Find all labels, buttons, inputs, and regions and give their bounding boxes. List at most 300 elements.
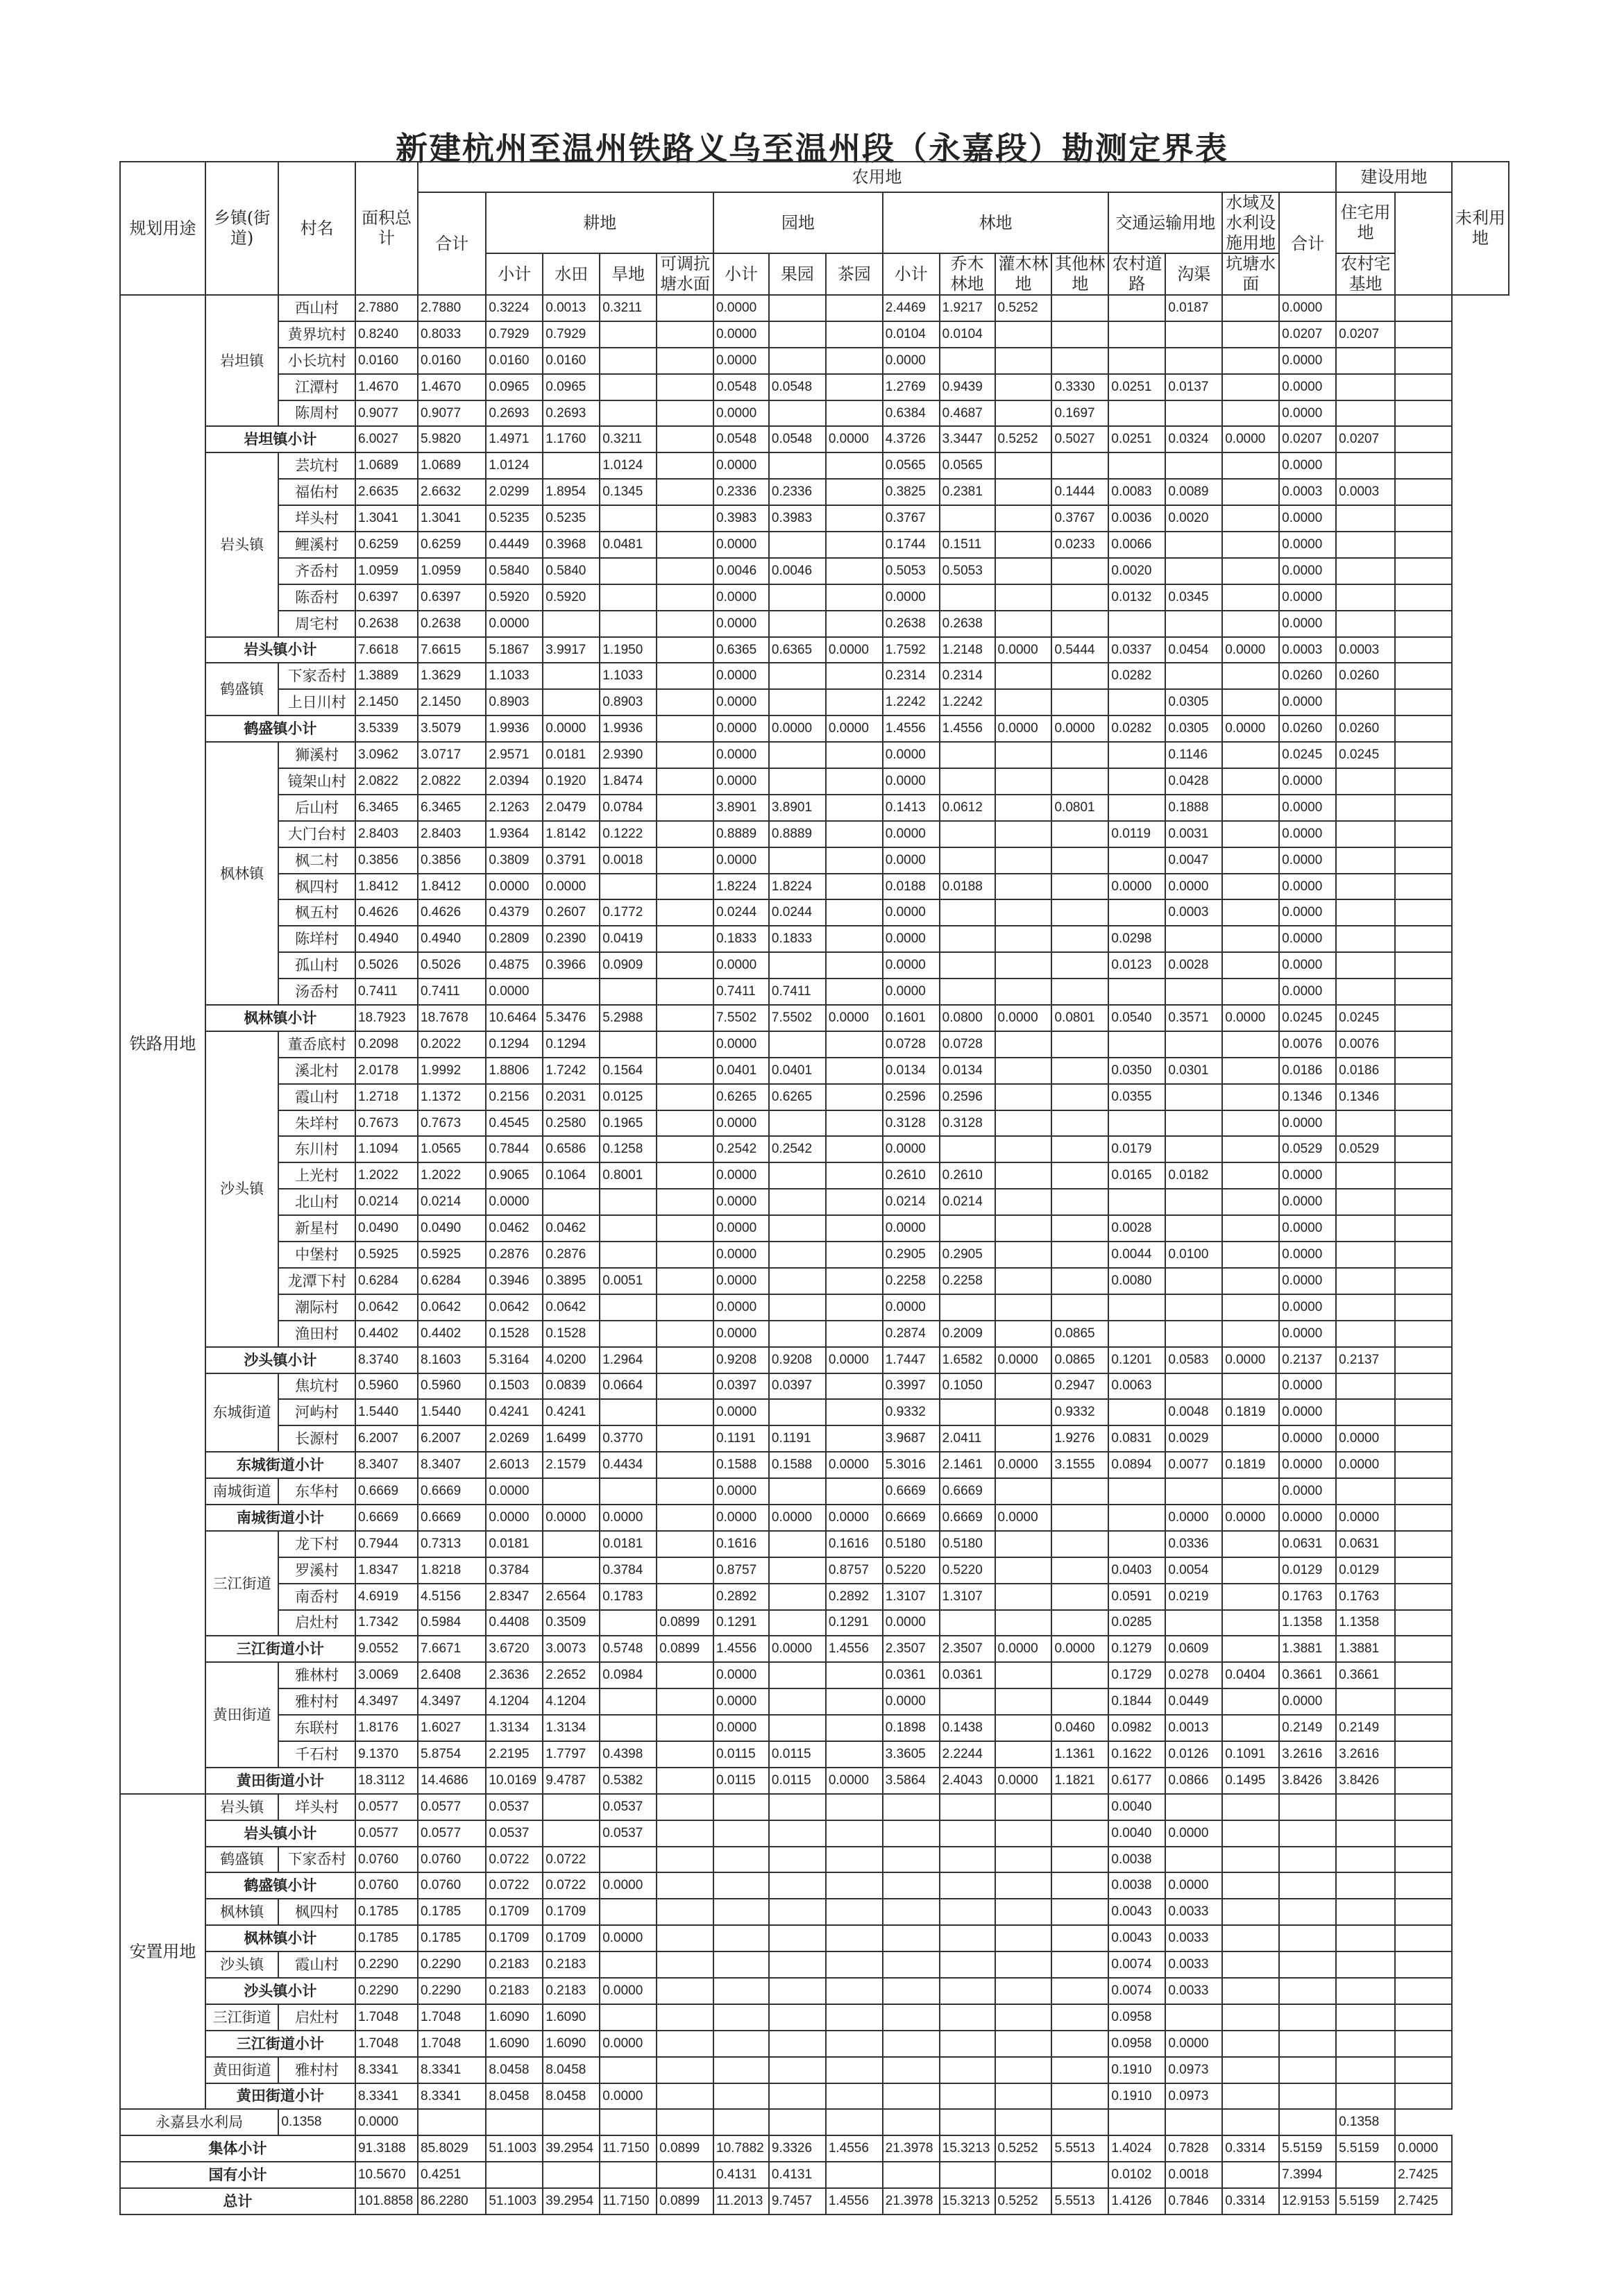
value-cell bbox=[543, 1557, 600, 1584]
header-forest: 林地 bbox=[883, 192, 1109, 253]
village-cell: 汤岙村 bbox=[278, 979, 355, 1005]
value-cell bbox=[1108, 795, 1165, 821]
value-cell: 0.0000 bbox=[995, 1505, 1052, 1531]
value-cell: 0.5925 bbox=[418, 1242, 486, 1268]
value-cell: 0.2137 bbox=[1336, 1347, 1395, 1373]
value-cell bbox=[826, 400, 883, 427]
value-cell: 0.6365 bbox=[769, 637, 826, 663]
value-cell bbox=[657, 558, 713, 584]
value-cell bbox=[995, 1189, 1052, 1215]
value-cell bbox=[1165, 1610, 1222, 1636]
value-cell bbox=[995, 689, 1052, 715]
value-cell: 0.0251 bbox=[1108, 374, 1165, 400]
value-cell: 0.7411 bbox=[769, 979, 826, 1005]
header-water: 水域及水利设施用地 bbox=[1222, 192, 1279, 253]
value-cell bbox=[713, 2109, 769, 2135]
value-cell: 0.0003 bbox=[1279, 479, 1336, 505]
value-cell bbox=[600, 1399, 657, 1425]
table-row bbox=[120, 1425, 1509, 1452]
value-cell bbox=[1108, 611, 1165, 637]
value-cell bbox=[657, 1347, 713, 1373]
value-cell bbox=[826, 1899, 883, 1925]
value-cell: 0.0000 bbox=[1279, 1268, 1336, 1294]
value-cell bbox=[1222, 2109, 1279, 2135]
value-cell bbox=[543, 979, 600, 1005]
value-cell bbox=[769, 1215, 826, 1242]
value-cell bbox=[1336, 452, 1395, 479]
village-cell: 鲤溪村 bbox=[278, 532, 355, 558]
value-cell bbox=[1108, 1294, 1165, 1321]
value-cell bbox=[1279, 2083, 1336, 2110]
village-cell: 东联村 bbox=[278, 1715, 355, 1741]
value-cell: 5.8754 bbox=[418, 1741, 486, 1768]
value-cell bbox=[600, 1688, 657, 1715]
value-cell bbox=[1395, 979, 1452, 1005]
value-cell: 1.2718 bbox=[355, 1084, 418, 1110]
value-cell bbox=[995, 1715, 1052, 1741]
value-cell bbox=[1051, 1294, 1108, 1321]
value-cell: 1.0689 bbox=[355, 452, 418, 479]
value-cell: 0.8903 bbox=[600, 689, 657, 715]
value-cell: 0.0285 bbox=[1108, 1610, 1165, 1636]
value-cell bbox=[657, 1294, 713, 1321]
value-cell bbox=[1395, 1531, 1452, 1557]
table-row bbox=[120, 795, 1509, 821]
value-cell: 7.6671 bbox=[418, 1636, 486, 1662]
value-cell bbox=[1051, 1872, 1108, 1899]
value-cell: 0.2876 bbox=[486, 1242, 543, 1268]
value-cell: 0.0481 bbox=[600, 532, 657, 558]
value-cell bbox=[769, 1399, 826, 1425]
value-cell: 0.0577 bbox=[355, 1794, 418, 1820]
value-cell: 0.1444 bbox=[1051, 479, 1108, 505]
subtotal-row bbox=[120, 637, 1509, 663]
value-cell bbox=[1395, 1978, 1452, 2004]
value-cell: 0.7673 bbox=[418, 1110, 486, 1137]
value-cell bbox=[769, 1610, 826, 1636]
value-cell bbox=[1165, 1794, 1222, 1820]
value-cell: 0.1965 bbox=[600, 1110, 657, 1137]
header-leaf: 农村道路 bbox=[1108, 253, 1165, 295]
village-cell: 枫四村 bbox=[278, 1899, 355, 1925]
value-cell: 0.2258 bbox=[940, 1268, 995, 1294]
table-row bbox=[120, 532, 1509, 558]
value-cell bbox=[940, 899, 995, 926]
value-cell: 0.6265 bbox=[713, 1084, 769, 1110]
value-cell bbox=[995, 1084, 1052, 1110]
value-cell: 0.0051 bbox=[600, 1268, 657, 1294]
value-cell bbox=[1395, 584, 1452, 611]
value-cell bbox=[826, 926, 883, 952]
value-cell bbox=[940, 1847, 995, 1873]
value-cell bbox=[1165, 532, 1222, 558]
value-cell bbox=[1165, 926, 1222, 952]
village-cell: 董岙底村 bbox=[278, 1031, 355, 1058]
village-cell: 东川村 bbox=[278, 1136, 355, 1162]
header-garden: 园地 bbox=[713, 192, 883, 253]
value-cell bbox=[940, 1688, 995, 1715]
value-cell bbox=[826, 348, 883, 374]
value-cell: 8.3407 bbox=[418, 1452, 486, 1478]
value-cell bbox=[940, 768, 995, 795]
value-cell bbox=[940, 821, 995, 847]
value-cell bbox=[940, 952, 995, 979]
value-cell bbox=[1395, 295, 1452, 321]
value-cell: 0.0000 bbox=[883, 1294, 940, 1321]
value-cell bbox=[1051, 1951, 1108, 1978]
value-cell bbox=[600, 2004, 657, 2031]
value-cell: 0.0245 bbox=[1336, 1005, 1395, 1031]
value-cell: 1.0565 bbox=[418, 1136, 486, 1162]
value-cell bbox=[1222, 1715, 1279, 1741]
value-cell: 0.3983 bbox=[769, 505, 826, 532]
value-cell bbox=[600, 1478, 657, 1505]
value-cell bbox=[1336, 1294, 1395, 1321]
value-cell: 0.0336 bbox=[1165, 1531, 1222, 1557]
value-cell bbox=[657, 1321, 713, 1347]
value-cell: 2.6635 bbox=[355, 479, 418, 505]
subtotal-label: 黄田街道小计 bbox=[205, 1768, 355, 1794]
value-cell: 0.0760 bbox=[355, 1872, 418, 1899]
value-cell: 0.9332 bbox=[883, 1399, 940, 1425]
table-row bbox=[120, 1662, 1509, 1688]
value-cell: 0.5444 bbox=[1051, 637, 1108, 663]
value-cell: 0.4241 bbox=[543, 1399, 600, 1425]
value-cell bbox=[1108, 1321, 1165, 1347]
value-cell bbox=[826, 952, 883, 979]
value-cell bbox=[1395, 1294, 1452, 1321]
value-cell bbox=[1222, 742, 1279, 768]
value-cell: 1.8224 bbox=[769, 874, 826, 900]
value-cell: 1.4556 bbox=[826, 2135, 883, 2162]
value-cell bbox=[826, 1741, 883, 1768]
value-cell: 0.0214 bbox=[883, 1189, 940, 1215]
table-row bbox=[120, 558, 1509, 584]
value-cell bbox=[826, 1794, 883, 1820]
value-cell bbox=[600, 1215, 657, 1242]
value-cell: 0.0000 bbox=[543, 1505, 600, 1531]
value-cell bbox=[826, 2057, 883, 2083]
value-cell bbox=[769, 452, 826, 479]
value-cell bbox=[1336, 400, 1395, 427]
value-cell: 0.0000 bbox=[883, 1215, 940, 1242]
value-cell bbox=[1222, 1162, 1279, 1189]
value-cell: 0.0018 bbox=[1165, 2162, 1222, 2188]
value-cell: 11.2013 bbox=[713, 2188, 769, 2214]
header-leaf: 沟渠 bbox=[1165, 253, 1222, 295]
value-cell: 2.4469 bbox=[883, 295, 940, 321]
value-cell: 0.3767 bbox=[883, 505, 940, 532]
value-cell: 0.0245 bbox=[1279, 742, 1336, 768]
value-cell: 0.2809 bbox=[486, 926, 543, 952]
value-cell bbox=[1395, 1872, 1452, 1899]
value-cell: 0.2290 bbox=[418, 1951, 486, 1978]
value-cell bbox=[657, 1242, 713, 1268]
value-cell bbox=[995, 1951, 1052, 1978]
value-cell bbox=[1336, 295, 1395, 321]
value-cell bbox=[600, 1610, 657, 1636]
land-table bbox=[119, 161, 1509, 2215]
value-cell bbox=[657, 2162, 713, 2188]
value-cell bbox=[1165, 1294, 1222, 1321]
value-cell: 0.7944 bbox=[355, 1531, 418, 1557]
value-cell: 1.0959 bbox=[355, 558, 418, 584]
table-row bbox=[120, 1136, 1509, 1162]
value-cell bbox=[1395, 1189, 1452, 1215]
subtotal-row bbox=[120, 2031, 1509, 2057]
value-cell: 0.4449 bbox=[486, 532, 543, 558]
value-cell bbox=[1165, 1215, 1222, 1242]
value-cell: 5.9820 bbox=[418, 426, 486, 452]
value-cell: 0.0165 bbox=[1108, 1162, 1165, 1189]
value-cell: 8.3341 bbox=[355, 2083, 418, 2110]
value-cell bbox=[1108, 1031, 1165, 1058]
value-cell bbox=[1165, 1189, 1222, 1215]
value-cell bbox=[1051, 899, 1108, 926]
value-cell bbox=[826, 1820, 883, 1847]
value-cell: 0.0000 bbox=[1279, 1242, 1336, 1268]
value-cell: 0.0397 bbox=[769, 1373, 826, 1400]
value-cell: 21.3978 bbox=[883, 2135, 940, 2162]
value-cell: 2.3636 bbox=[486, 1662, 543, 1688]
value-cell bbox=[1051, 452, 1108, 479]
value-cell: 0.1729 bbox=[1108, 1662, 1165, 1688]
value-cell bbox=[995, 1872, 1052, 1899]
value-cell: 0.0000 bbox=[1279, 1505, 1336, 1531]
value-cell: 7.6618 bbox=[355, 637, 418, 663]
value-cell: 0.2542 bbox=[713, 1136, 769, 1162]
village-cell: 大门台村 bbox=[278, 821, 355, 847]
value-cell: 0.0000 bbox=[713, 584, 769, 611]
value-cell bbox=[1395, 1136, 1452, 1162]
value-cell: 1.1033 bbox=[600, 663, 657, 689]
value-cell: 0.0000 bbox=[883, 584, 940, 611]
value-cell: 0.0565 bbox=[883, 452, 940, 479]
value-cell bbox=[883, 2057, 940, 2083]
value-cell: 0.0000 bbox=[1279, 821, 1336, 847]
value-cell bbox=[657, 795, 713, 821]
value-cell: 1.0689 bbox=[418, 452, 486, 479]
subtotal-label: 鹤盛镇小计 bbox=[205, 1872, 355, 1899]
value-cell bbox=[543, 1478, 600, 1505]
value-cell: 0.6669 bbox=[418, 1478, 486, 1505]
value-cell bbox=[995, 2004, 1052, 2031]
value-cell: 9.4787 bbox=[543, 1768, 600, 1794]
table-row bbox=[120, 979, 1509, 1005]
value-cell: 1.1361 bbox=[1051, 1741, 1108, 1768]
value-cell: 0.2638 bbox=[418, 611, 486, 637]
town-cell: 枫林镇 bbox=[205, 742, 278, 1005]
value-cell: 1.8412 bbox=[355, 874, 418, 900]
value-cell: 0.7411 bbox=[355, 979, 418, 1005]
value-cell: 0.3997 bbox=[883, 1373, 940, 1400]
value-cell: 0.0038 bbox=[1108, 1872, 1165, 1899]
value-cell bbox=[826, 1031, 883, 1058]
value-cell: 0.0046 bbox=[769, 558, 826, 584]
village-cell: 霞山村 bbox=[278, 1084, 355, 1110]
total-label: 总计 bbox=[120, 2188, 355, 2214]
value-cell bbox=[1165, 1847, 1222, 1873]
value-cell: 0.9439 bbox=[940, 374, 995, 400]
value-cell: 0.0048 bbox=[1165, 1399, 1222, 1425]
value-cell bbox=[1336, 1872, 1395, 1899]
value-cell bbox=[657, 374, 713, 400]
village-cell: 周宅村 bbox=[278, 611, 355, 637]
value-cell bbox=[1222, 1557, 1279, 1584]
value-cell: 2.2652 bbox=[543, 1662, 600, 1688]
village-cell: 雅林村 bbox=[278, 1662, 355, 1688]
header-construction-total: 合计 bbox=[1279, 192, 1336, 295]
value-cell: 0.0000 bbox=[769, 715, 826, 742]
value-cell: 0.9332 bbox=[1051, 1399, 1108, 1425]
value-cell bbox=[1108, 2109, 1165, 2135]
value-cell bbox=[940, 1899, 995, 1925]
value-cell bbox=[1108, 899, 1165, 926]
value-cell: 85.8029 bbox=[418, 2135, 486, 2162]
value-cell: 0.4241 bbox=[486, 1399, 543, 1425]
value-cell: 0.0000 bbox=[713, 532, 769, 558]
value-cell bbox=[940, 926, 995, 952]
value-cell: 0.5220 bbox=[883, 1557, 940, 1584]
value-cell: 1.0124 bbox=[600, 452, 657, 479]
value-cell bbox=[883, 1872, 940, 1899]
village-cell: 上光村 bbox=[278, 1162, 355, 1189]
value-cell bbox=[657, 611, 713, 637]
value-cell bbox=[1395, 1636, 1452, 1662]
value-cell bbox=[1279, 2004, 1336, 2031]
value-cell bbox=[1336, 1321, 1395, 1347]
value-cell bbox=[769, 768, 826, 795]
total-label: 国有小计 bbox=[120, 2162, 355, 2188]
value-cell: 0.0260 bbox=[1279, 715, 1336, 742]
value-cell: 0.6397 bbox=[418, 584, 486, 611]
value-cell: 0.0428 bbox=[1165, 768, 1222, 795]
value-cell: 0.1783 bbox=[600, 1584, 657, 1610]
value-cell: 1.6499 bbox=[543, 1425, 600, 1452]
value-cell bbox=[657, 1925, 713, 1951]
value-cell bbox=[940, 348, 995, 374]
value-cell: 0.7828 bbox=[1165, 2135, 1222, 2162]
value-cell: 2.7425 bbox=[1395, 2162, 1452, 2188]
value-cell bbox=[657, 2004, 713, 2031]
value-cell: 0.0000 bbox=[1051, 715, 1108, 742]
value-cell: 0.7313 bbox=[418, 1531, 486, 1557]
value-cell bbox=[1395, 1899, 1452, 1925]
value-cell bbox=[1222, 2083, 1279, 2110]
value-cell: 0.0000 bbox=[1279, 768, 1336, 795]
value-cell: 0.0565 bbox=[940, 452, 995, 479]
value-cell bbox=[995, 611, 1052, 637]
header-construction: 建设用地 bbox=[1336, 162, 1452, 192]
table-row bbox=[120, 295, 1509, 321]
value-cell: 0.9208 bbox=[769, 1347, 826, 1373]
village-cell: 朱垟村 bbox=[278, 1110, 355, 1137]
value-cell: 0.0089 bbox=[1165, 479, 1222, 505]
value-cell bbox=[769, 1951, 826, 1978]
value-cell bbox=[1108, 768, 1165, 795]
value-cell: 0.0800 bbox=[940, 1005, 995, 1031]
value-cell: 0.3314 bbox=[1222, 2135, 1279, 2162]
value-cell: 0.0000 bbox=[1279, 847, 1336, 874]
value-cell: 7.5502 bbox=[713, 1005, 769, 1031]
value-cell bbox=[769, 1478, 826, 1505]
value-cell: 9.0552 bbox=[355, 1636, 418, 1662]
value-cell bbox=[1051, 1899, 1108, 1925]
table-row bbox=[120, 1584, 1509, 1610]
value-cell: 0.0188 bbox=[883, 874, 940, 900]
value-cell bbox=[769, 1321, 826, 1347]
value-cell bbox=[1395, 1347, 1452, 1373]
value-cell bbox=[1222, 348, 1279, 374]
value-cell bbox=[1395, 1215, 1452, 1242]
value-cell: 6.2007 bbox=[355, 1425, 418, 1452]
value-cell: 0.0125 bbox=[600, 1084, 657, 1110]
value-cell: 0.4402 bbox=[355, 1321, 418, 1347]
value-cell: 0.2390 bbox=[543, 926, 600, 952]
value-cell: 0.1222 bbox=[600, 821, 657, 847]
village-cell: 下家岙村 bbox=[278, 1847, 355, 1873]
value-cell bbox=[826, 742, 883, 768]
value-cell bbox=[826, 1425, 883, 1452]
value-cell bbox=[1165, 1268, 1222, 1294]
value-cell bbox=[657, 584, 713, 611]
value-cell bbox=[1395, 1399, 1452, 1425]
value-cell bbox=[1395, 374, 1452, 400]
value-cell: 0.0126 bbox=[1165, 1741, 1222, 1768]
value-cell bbox=[1051, 1189, 1108, 1215]
value-cell bbox=[769, 1294, 826, 1321]
value-cell bbox=[995, 742, 1052, 768]
value-cell: 1.1358 bbox=[1336, 1610, 1395, 1636]
value-cell: 1.8142 bbox=[543, 821, 600, 847]
table-row bbox=[120, 1399, 1509, 1425]
value-cell bbox=[1395, 1847, 1452, 1873]
value-cell: 6.0027 bbox=[355, 426, 418, 452]
value-cell bbox=[1051, 2057, 1108, 2083]
town-cell: 东城街道 bbox=[205, 1373, 278, 1453]
total-row bbox=[120, 2135, 1509, 2162]
value-cell bbox=[1222, 2162, 1279, 2188]
value-cell: 15.3213 bbox=[940, 2188, 995, 2214]
value-cell bbox=[543, 2162, 600, 2188]
value-cell: 0.0013 bbox=[543, 295, 600, 321]
value-cell bbox=[1222, 768, 1279, 795]
value-cell bbox=[1279, 1794, 1336, 1820]
value-cell bbox=[1336, 1925, 1395, 1951]
value-cell: 1.6090 bbox=[543, 2004, 600, 2031]
village-cell: 渔田村 bbox=[278, 1321, 355, 1347]
value-cell: 0.5220 bbox=[940, 1557, 995, 1584]
table-row bbox=[120, 479, 1509, 505]
value-cell bbox=[1395, 874, 1452, 900]
value-cell: 0.0537 bbox=[486, 1820, 543, 1847]
value-cell bbox=[1279, 2031, 1336, 2057]
value-cell: 0.1528 bbox=[486, 1321, 543, 1347]
value-cell: 8.3407 bbox=[355, 1452, 418, 1478]
value-cell: 0.0305 bbox=[1165, 715, 1222, 742]
value-cell bbox=[657, 1268, 713, 1294]
value-cell bbox=[826, 1084, 883, 1110]
value-cell: 0.0260 bbox=[1336, 715, 1395, 742]
value-cell: 0.1763 bbox=[1279, 1584, 1336, 1610]
value-cell bbox=[657, 1557, 713, 1584]
value-cell: 1.3134 bbox=[543, 1715, 600, 1741]
value-cell bbox=[600, 1847, 657, 1873]
value-cell bbox=[1395, 1005, 1452, 1031]
value-cell bbox=[657, 689, 713, 715]
value-cell bbox=[657, 1951, 713, 1978]
value-cell: 0.4626 bbox=[355, 899, 418, 926]
